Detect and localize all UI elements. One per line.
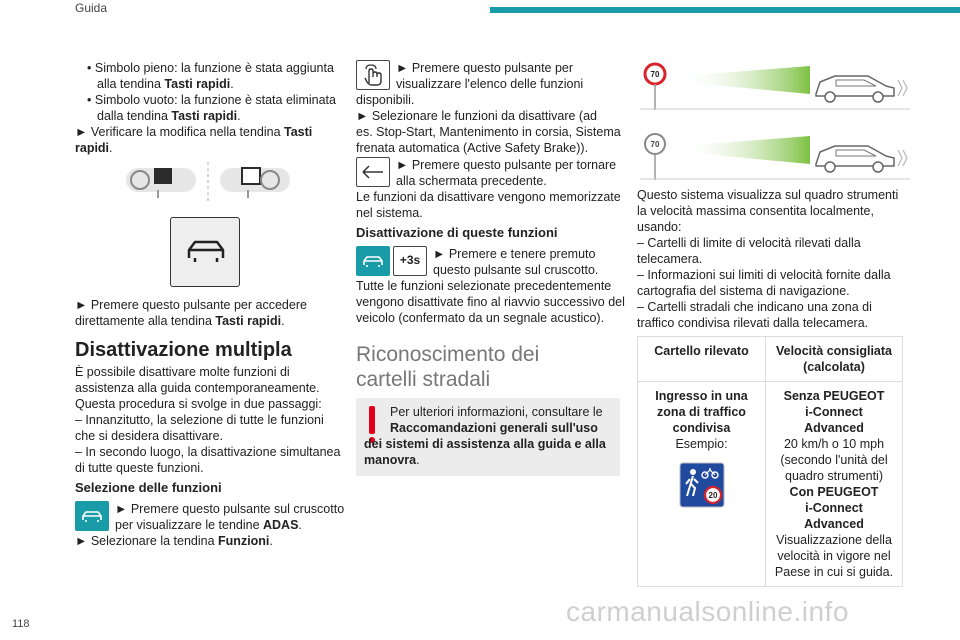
- car-dashboard-icon: [75, 501, 109, 531]
- column-right-text: Questo sistema visualizza sul quadro strumenti la velocità massima consentita localmente, usando: – Cartelli di limite di velocità rilevati dalla telecamera. – Informazioni sui limiti di velocità fornite dalla cartografia del sistema di navigazione. – Cartelli stradali che indicano una zona di traffico condivisa rilevati dalla telecamera.: [637, 188, 899, 330]
- column-left: • Simbolo pieno: la funzione è stata aggiunta alla tendina Tasti rapidi. • Simbolo vuoto: la funzione è stata eliminata dalla tendina Tasti rapidi. ► Verificare la modifica nella tendina Tasti rapidi.: [75, 60, 345, 156]
- heading-deactivation: Disattivazione di queste funzioni: [356, 225, 558, 240]
- svg-text:20: 20: [708, 491, 717, 500]
- heading-multiple-deactivation: Disattivazione multipla: [75, 339, 292, 361]
- heading-function-selection: Selezione delle funzioni: [75, 480, 222, 495]
- toggle-symbols-illustration: [118, 162, 298, 204]
- column-middle-top: ► Premere questo pulsante per visualizzare l'elenco delle funzioni disponibili. ► Selezionare le funzioni da disattivare (ad es. Stop-Start, Mantenimento in corsia, Sistema frenata automatica (Active Safety Brake)).: [356, 61, 621, 155]
- svg-text:70: 70: [650, 140, 660, 149]
- car-shortcut-button-icon: [170, 217, 240, 287]
- bullet-empty-symbol: • Simbolo vuoto: la funzione è stata eliminata: [87, 93, 336, 107]
- watermark: carmanualsonline.info: [566, 596, 849, 627]
- info-note-box: Per ulteriori informazioni, consultare le Raccomandazioni generali sull'uso dei sistemi di assistenza alla guida e alla manovra.: [356, 398, 620, 476]
- multiple-deactivation-text: È possibile disattivare molte funzioni di assistenza alla guida contemporaneamente. Questa procedura si svolge in due passaggi: – Innanzitutto, la selezione di tutte le funzioni che si desidera disattivare. – In secondo luogo, la disattivazione simultanea di tutte queste funzioni.: [75, 365, 341, 475]
- shared-zone-sign-icon: [679, 462, 725, 508]
- bullet-filled-symbol: • Simbolo pieno: la funzione è stata aggiunta: [87, 61, 334, 75]
- section-title: Guida: [75, 1, 108, 15]
- header-accent-bar: [490, 7, 960, 13]
- table-cell-speed: Senza PEUGEOT i-Connect Advanced 20 km/h o 10 mph (secondo l'unità del quadro strumenti) Con PEUGEOT i-Connect Advanced Visualizzazione della velocità in vigore nel Paese in cui si guida.: [766, 382, 903, 587]
- column-middle-back: ► Premere questo pulsante per tornare alla schermata precedente. Le funzioni da disattivare vengono memorizzate nel sistema.: [356, 158, 621, 220]
- svg-text:70: 70: [650, 70, 660, 79]
- table-header-sign: Cartello rilevato: [638, 337, 766, 382]
- hold-3s-icon: +3s: [393, 246, 427, 276]
- table-cell-sign: Ingresso in una zona di traffico condivisa Esempio: 20: [638, 382, 766, 587]
- road-sign-detection-illustration-1: [640, 60, 910, 110]
- section-title-road-signs: Riconoscimento dei cartelli stradali: [356, 343, 540, 391]
- table-header-speed: Velocità consigliata (calcolata): [766, 337, 903, 382]
- warning-exclamation-icon: [369, 406, 375, 434]
- select-text-2: ► Selezionare la tendina Funzioni.: [75, 534, 273, 548]
- press-shortcut-text: ► Premere questo pulsante per accedere direttamente alla tendina Tasti rapidi.: [75, 298, 307, 328]
- road-sign-detection-illustration-2: [640, 130, 910, 180]
- column-middle-deact: ► Premere e tenere premuto questo pulsante sul cruscotto. Tutte le funzioni selezionate precedentemente vengono disattivate fino al riavvio successivo del veicolo (confermato da un segnale acustico).: [356, 247, 625, 325]
- road-sign-speed-table: [637, 336, 903, 587]
- page-number: 118: [12, 618, 30, 630]
- select-text-1: ► Premere questo pulsante sul cruscotto per visualizzare le tendine ADAS.: [115, 502, 345, 532]
